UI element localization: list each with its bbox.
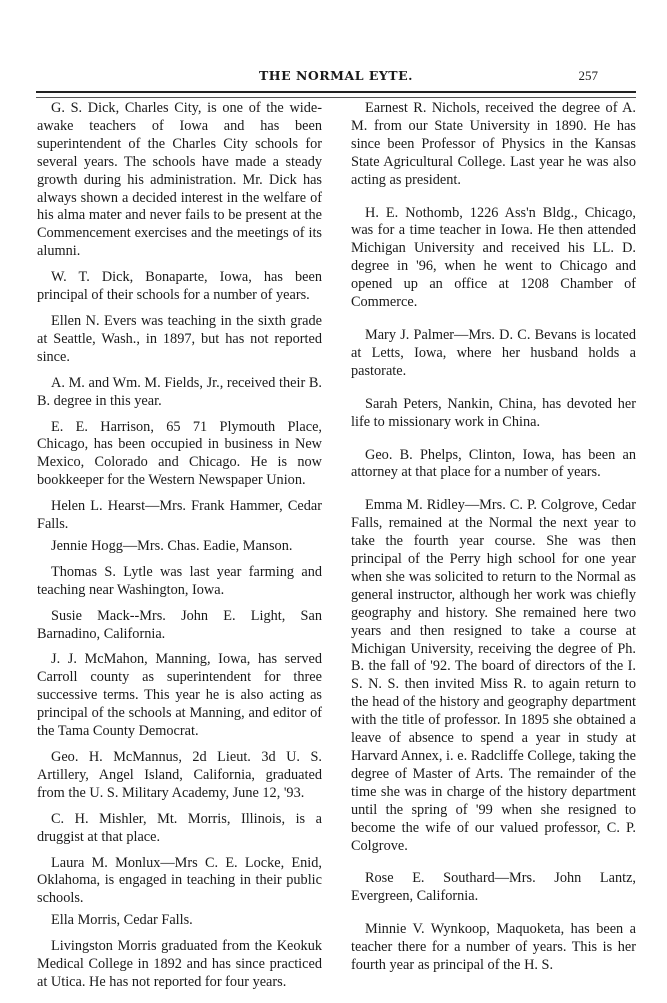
alumni-entry-mack: Susie Mack--Mrs. John E. Light, San Barnadino, California.: [37, 607, 322, 642]
alumni-entry-mishler: C. H. Mishler, Mt. Morris, Illinois, is a druggist at that place.: [37, 810, 322, 845]
right-column: [351, 100, 636, 990]
alumni-entry-hogg: Jennie Hogg—Mrs. Chas. Eadie, Manson.: [51, 537, 293, 554]
alumni-entry-phelps: Geo. B. Phelps, Clinton, Iowa, has been an attorney at that place for a number of years.: [351, 446, 636, 481]
alumni-entry-palmer: Mary J. Palmer—Mrs. D. C. Bevans is located at Letts, Iowa, where her husband holds a pastorate.: [351, 326, 636, 379]
alumni-entry-mcmannus: Geo. H. McMannus, 2d Lieut. 3d U. S. Artillery, Angel Island, California, graduated from the U. S. Military Academy, June 12, '93.: [37, 749, 322, 801]
alumni-entry-nichols: Earnest R. Nichols, received the degree of A. M. from our State University in 1890. He has since been Professor of Physics in the Kansas State Agricultural College. Last year he was also acting as president.: [351, 100, 636, 188]
alumni-entry-ridley: Emma M. Ridley—Mrs. C. P. Colgrove, Cedar Falls, remained at the Normal the next year to take the fourth year course. She was then principal of the Perry high school for one year when she was solicited to return to the Normal as general instructor, although her work was chiefly geography and history. She remained here two years and then resigned to take a course at Michigan University, receiving the degree of Ph. B. the fall of '92. The board of directors of the I. S. N. S. then invited Miss R. to again return to the head of the history and geography department with the title of professor. In 1895 she obtained a leave of absence to spend a year in study at Harvard Annex, i. e. Radcliffe College, taking the degree of Master of Arts. The remainder of the time she was in charge of the history department until the spring of '99 when she resigned to become the wife of our valued professor, C. P. Colgrove.: [351, 497, 636, 854]
alumni-entry-hearst: Helen L. Hearst—Mrs. Frank Hammer, Cedar Falls.: [37, 498, 322, 533]
alumni-entry-w-t-dick: W. T. Dick, Bonaparte, Iowa, has been principal of their schools for a number of years.: [37, 269, 322, 304]
alumni-entry-nothomb: H. E. Nothomb, 1226 Ass'n Bldg., Chicago, was for a time teacher in Iowa. He then attended Michigan University and received his LL. D. degree in '96, when he went to Chicago and opened up an office at 1208 Chamber of Commerce.: [351, 204, 636, 311]
alumni-entry-wynkoop: Minnie V. Wynkoop, Maquoketa, has been a teacher there for a number of years. This is her fourth year as principal of the H. S.: [351, 921, 636, 974]
alumni-entry-mcmahon: J. J. McMahon, Manning, Iowa, has served Carroll county as superintendent for three successive terms. This year he is also acting as principal of the schools at Manning, and editor of the Tama County Democrat.: [37, 651, 322, 740]
alumni-entry-ellen-evers: Ellen N. Evers was teaching in the sixth grade at Seattle, Wash., in 1897, but has not reported since.: [37, 312, 322, 365]
alumni-entry-fields: A. M. and Wm. M. Fields, Jr., received their B. B. degree in this year.: [37, 374, 322, 409]
alumni-entry-monlux: Laura M. Monlux—Mrs C. E. Locke, Enid, Oklahoma, is engaged in teaching in their public schools.: [37, 854, 322, 907]
alumni-entry-southard: Rose E. Southard—Mrs. John Lantz, Evergreen, California.: [351, 870, 636, 905]
alumni-entry-livingston-morris: Livingston Morris graduated from the Keokuk Medical College in 1892 and has since practiced at Utica. He has not reported for four years.: [37, 938, 322, 990]
alumni-entry-peters: Sarah Peters, Nankin, China, has devoted her life to missionary work in China.: [351, 395, 636, 430]
alumni-entry-lytle: Thomas S. Lytle was last year farming and teaching near Washington, Iowa.: [37, 563, 322, 598]
alumni-entry-harrison: E. E. Harrison, 65 71 Plymouth Place, Chicago, has been occupied in business in New Mexico, Colorado and Chicago. He is now bookkeeper for the Western Newspaper Union.: [37, 418, 322, 489]
page-header: [36, 68, 636, 88]
page-number: 257: [578, 68, 598, 83]
journal-title: THE NORMAL EYTE.: [258, 68, 413, 83]
alumni-entry-ella-morris: Ella Morris, Cedar Falls.: [51, 912, 193, 929]
alumni-entry-g-s-dick: G. S. Dick, Charles City, is one of the wide-awake teachers of Iowa and has been superintendent of the Charles City schools for several years. The schools have made a steady growth during his administration. Mr. Dick has always shown a decided interest in the welfare of his alma mater and never fails to be present at the Commencement exercises and the meetings of its alumni.: [37, 100, 322, 260]
header-double-rule: [36, 91, 636, 98]
left-column: [37, 100, 322, 1000]
